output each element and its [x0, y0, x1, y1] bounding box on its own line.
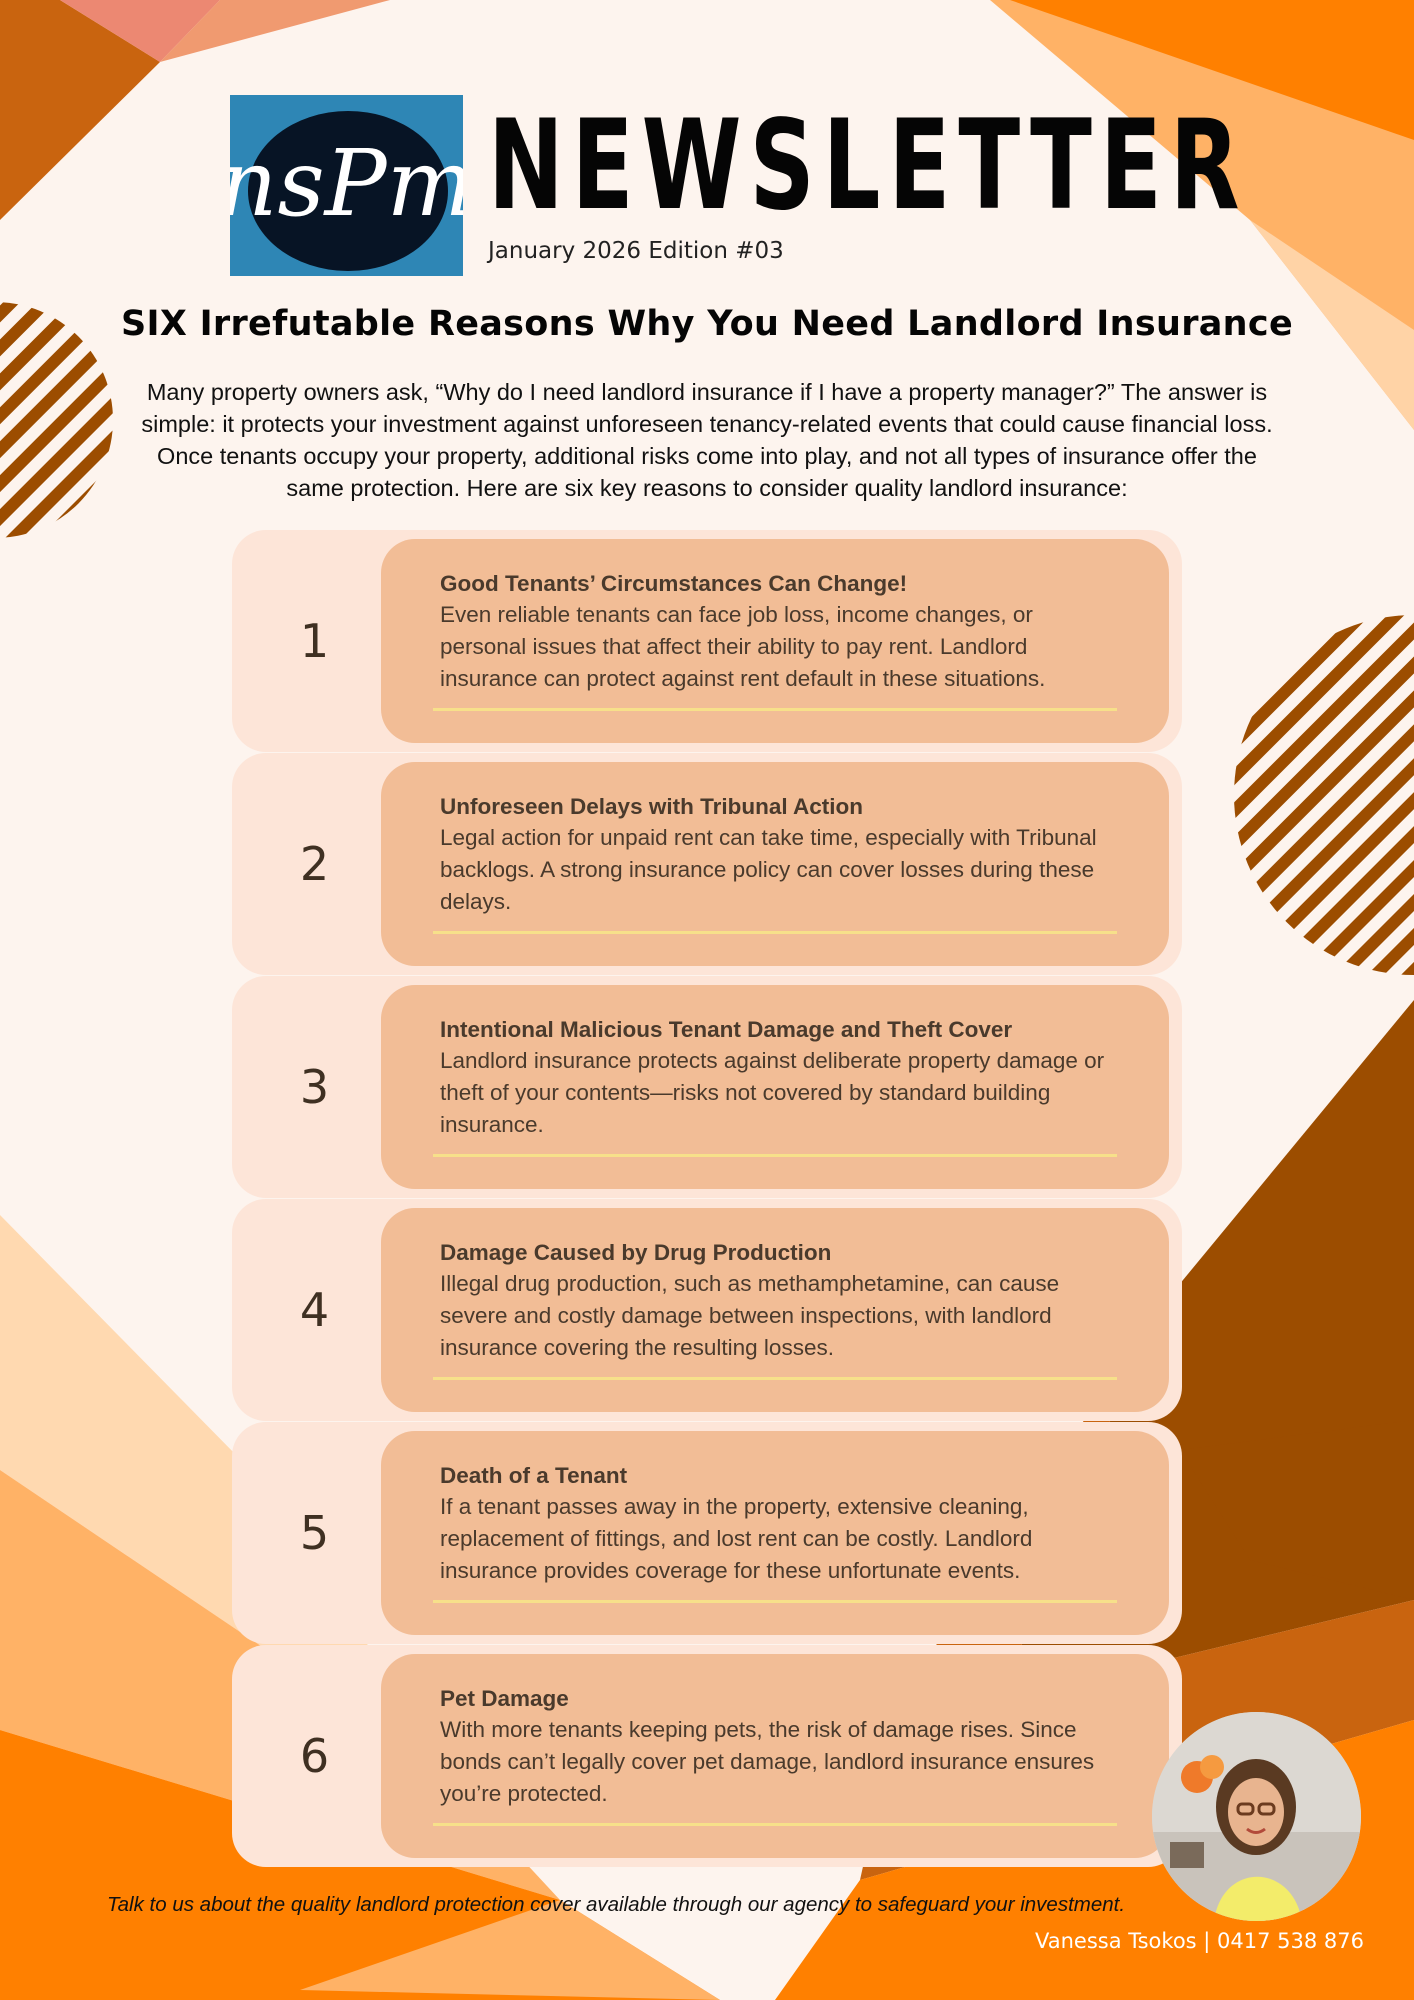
reason-title: Good Tenants’ Circumstances Can Change! — [440, 571, 908, 596]
article-headline: SIX Irrefutable Reasons Why You Need Landlord Insurance — [121, 304, 1293, 344]
reason-card — [381, 985, 1169, 1189]
footer-call-to-action: Talk to us about the quality landlord protection cover available through our agency to safeguard your investment. — [107, 1893, 1126, 1916]
reason-title: Pet Damage — [440, 1686, 569, 1711]
agent-avatar — [1152, 1712, 1361, 1921]
reason-item — [232, 976, 1182, 1198]
reason-title: Damage Caused by Drug Production — [440, 1240, 832, 1265]
agent-contact: Vanessa Tsokos | 0417 538 876 — [1035, 1929, 1364, 1953]
reason-body: Even reliable tenants can face job loss, income changes, or personal issues that affect their ability to pay rent. Landlord insurance can protect against rent default in these situations. — [440, 602, 1046, 691]
reason-divider — [433, 708, 1117, 711]
reason-card — [381, 539, 1169, 743]
reason-number: 5 — [299, 1506, 330, 1560]
reason-item — [232, 1645, 1182, 1867]
reason-divider — [433, 1600, 1117, 1603]
reason-title: Intentional Malicious Tenant Damage and Theft Cover — [440, 1017, 1013, 1042]
reason-item — [232, 1199, 1182, 1421]
reason-divider — [433, 931, 1117, 934]
reason-body: Illegal drug production, such as methamphetamine, can cause severe and costly damage between inspections, with landlord insurance covering the resulting losses. — [440, 1271, 1060, 1360]
reason-divider — [433, 1823, 1117, 1826]
reasons-list — [232, 530, 1182, 1868]
masthead-title: NEWSLETTER — [488, 94, 1248, 238]
reason-number: 4 — [299, 1283, 330, 1337]
edition-label: January 2026 Edition #03 — [488, 238, 784, 264]
reason-item — [232, 753, 1182, 975]
reason-body: With more tenants keeping pets, the risk of damage rises. Since bonds can’t legally cover pet damage, landlord insurance ensures you’re protected. — [440, 1717, 1095, 1806]
reason-card — [381, 1208, 1169, 1412]
reason-divider — [433, 1154, 1117, 1157]
article-intro: Many property owners ask, “Why do I need landlord insurance if I have a property manager?” The answer is simple: it protects your investment against unforeseen tenancy-related events that could cause financial loss. Once tenants occupy your property, additional risks come into play, and not all types of insurance offer the same protection. Here are six key reasons to consider quality landlord insurance: — [141, 379, 1273, 501]
reason-card — [381, 1654, 1169, 1858]
logo-mark — [230, 95, 463, 276]
reason-body: Landlord insurance protects against deliberate property damage or theft of your contents—risks not covered by standard building insurance. — [440, 1048, 1105, 1137]
nspm-logo — [230, 95, 463, 276]
reason-title: Death of a Tenant — [440, 1463, 628, 1488]
reason-title: Unforeseen Delays with Tribunal Action — [440, 794, 863, 819]
reason-item — [232, 1422, 1182, 1644]
reason-card — [381, 762, 1169, 966]
reason-number: 3 — [299, 1060, 330, 1114]
reason-item — [232, 530, 1182, 752]
reason-divider — [433, 1377, 1117, 1380]
reason-card — [381, 1431, 1169, 1635]
reason-body: Legal action for unpaid rent can take time, especially with Tribunal backlogs. A strong insurance policy can cover losses during these delays. — [440, 825, 1097, 914]
reason-number: 2 — [299, 837, 330, 891]
agent-portrait — [1152, 1712, 1361, 1921]
logo-lettering: nsPm — [230, 130, 463, 237]
reason-body: If a tenant passes away in the property, extensive cleaning, replacement of fittings, and lost rent can be costly. Landlord insurance provides coverage for these unfortunate events. — [440, 1494, 1033, 1583]
reason-number: 1 — [299, 614, 330, 668]
reason-number: 6 — [299, 1729, 330, 1783]
